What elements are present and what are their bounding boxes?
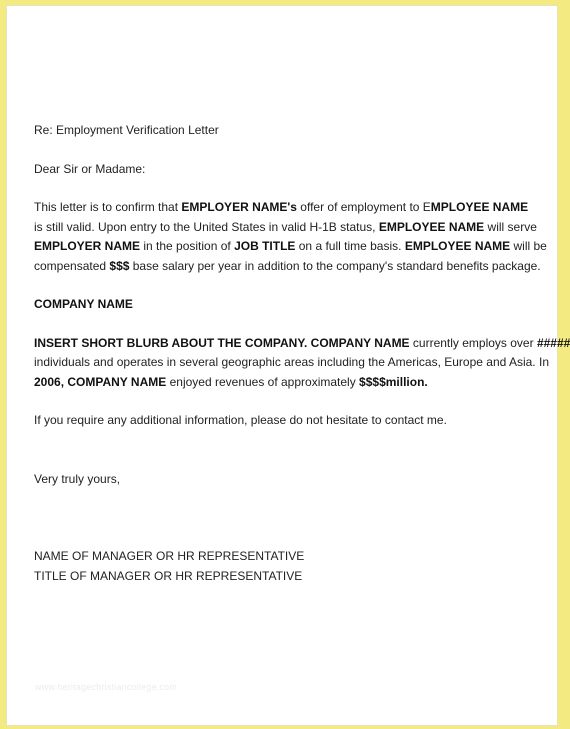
bold-segment: EMPLOYER NAME's <box>181 200 297 214</box>
text-segment: base salary per year in addition to the company's standard benefits package. <box>129 258 541 273</box>
bold-segment: ##### <box>536 335 570 350</box>
text-segment: is still valid. Upon entry to the United States in valid H-1B status, <box>34 219 379 234</box>
bold-segment: JOB TITLE <box>234 239 296 253</box>
watermark: www.heritagechristiancollege.com <box>35 682 177 692</box>
bold-segment: EMPLOYER NAME <box>34 239 141 253</box>
company-heading-text: COMPANY NAME <box>34 297 133 311</box>
text-segment: individuals and operates in several geographic areas including the Americas, Europe and Asia. In <box>34 355 549 369</box>
paragraph-line <box>34 334 570 354</box>
salutation: Dear Sir or Madame: <box>34 161 146 176</box>
paragraph-line <box>34 353 549 373</box>
bold-segment: MPLOYEE NAME <box>430 200 529 214</box>
bold-segment: $$$$million. <box>359 374 428 389</box>
bold-segment: EMPLOYEE NAME <box>404 239 511 253</box>
closing-note: If you require any additional information, please do not hesitate to contact me. <box>34 413 447 427</box>
letter-body <box>34 121 570 586</box>
text-segment: currently employs over <box>409 335 537 350</box>
text-segment: offer of employment to E <box>296 200 431 214</box>
paragraph-line <box>34 198 534 218</box>
paragraph-line <box>34 257 541 277</box>
paragraph-line <box>34 373 534 393</box>
letter-page <box>6 5 570 726</box>
text-segment: compensated <box>34 258 110 273</box>
paragraph-line <box>34 218 537 238</box>
bold-segment: INSERT SHORT BLURB ABOUT THE COMPANY. COMPANY NAME <box>34 335 410 350</box>
paragraph-line <box>34 237 547 257</box>
signoff: Very truly yours, <box>34 471 121 486</box>
subject-line: Re: Employment Verification Letter <box>34 123 219 137</box>
signer-name: NAME OF MANAGER OR HR REPRESENTATIVE <box>34 549 305 563</box>
text-segment: This letter is to confirm that <box>34 200 182 214</box>
text-segment: on a full time basis. <box>295 239 405 253</box>
text-segment: will serve <box>484 219 537 234</box>
paragraph-company <box>34 334 570 393</box>
text-segment: in the position of <box>140 239 235 253</box>
signer-title: TITLE OF MANAGER OR HR REPRESENTATIVE <box>34 568 303 583</box>
bold-segment: EMPLOYEE NAME <box>378 219 485 234</box>
company-heading <box>34 295 534 315</box>
paragraph-employment <box>34 198 547 276</box>
text-segment: will be <box>510 239 547 253</box>
bold-segment: $$$ <box>109 258 130 273</box>
bold-segment: 2006, COMPANY NAME <box>34 374 167 389</box>
text-segment: enjoyed revenues of approximately <box>166 374 360 389</box>
